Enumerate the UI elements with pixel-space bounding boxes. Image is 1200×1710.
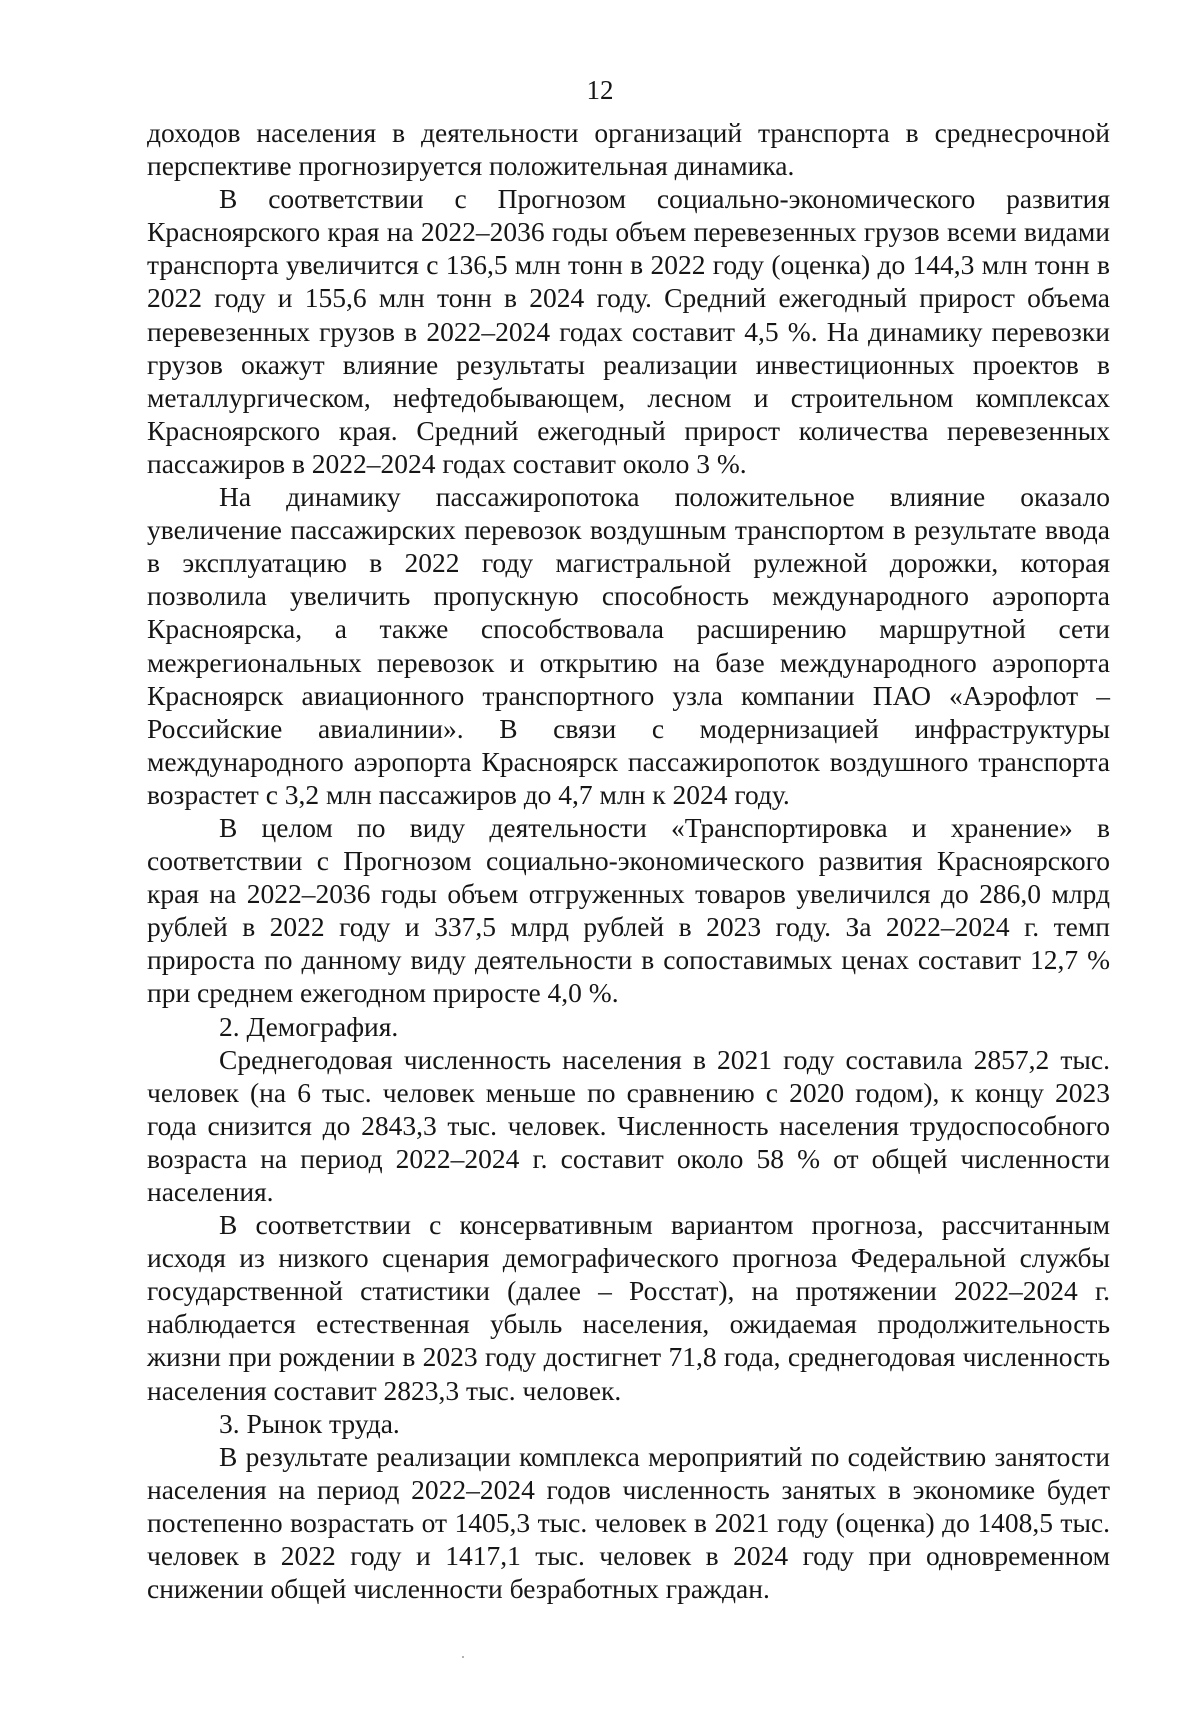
scan-speck [462,1656,464,1658]
paragraph-continuation: доходов населения в деятельности организаций транспорта в среднесрочной перспективе прогнозируется положительная динамика. [147,117,1110,182]
page-number: 12 [586,75,614,105]
document-body [147,116,1110,1605]
section-heading-demography: 2. Демография. [219,1010,399,1042]
paragraph-employment: В результате реализации комплекса мероприятий по содействию занятости населения на период 2022–2024 годов численность занятых в экономике будет постепенно возрастать от 1405,3 тыс. человек в 2021 году (оценка) до 1408,5 тыс. человек в 2022 году и 1417,1 тыс. человек в 2024 году при одновременном снижении общей численности безработных граждан. [147,1440,1110,1605]
paragraph-population: Среднегодовая численность населения в 2021 году составила 2857,2 тыс. человек (на 6 тыс. человек меньше по сравнению с 2020 годом), к концу 2023 года снизится до 2843,3 тыс. человек. Численность населения трудоспособного возраста на период 2022–2024 г. составит около 58 % от общей численности населения. [147,1043,1110,1207]
paragraph-transport-storage: В целом по виду деятельности «Транспортировка и хранение» в соответствии с Прогнозом социально-экономического развития Красноярского края на 2022–2036 годы объем отгруженных товаров увеличился до 286,0 млрд рублей в 2022 году и 337,5 млрд рублей в 2023 году. За 2022–2024 г. темп прироста по данному виду деятельности в сопоставимых ценах составит 12,7 % при среднем ежегодном приросте 4,0 %. [147,811,1110,1009]
paragraph-cargo-forecast: В соответствии с Прогнозом социально-экономического развития Красноярского края на 2022–2036 годы объем перевезенных грузов всеми видами транспорта увеличится с 136,5 млн тонн в 2022 году (оценка) до 144,3 млн тонн в 2022 году и 155,6 млн тонн в 2024 году. Средний ежегодный прирост объема перевезенных грузов в 2022–2024 годах составит 4,5 %. На динамику перевозки грузов окажут влияние результаты реализации инвестиционных проектов в металлургическом, нефтедобывающем, лесном и строительном комплексах Красноярского края. Средний ежегодный прирост количества перевезенных пассажиров в 2022–2024 годах составит около 3 %. [147,183,1110,479]
section-heading-labor-market: 3. Рынок труда. [219,1407,400,1439]
paragraph-conservative-forecast: В соответствии с консервативным вариантом прогноза, рассчитанным исходя из низкого сценария демографического прогноза Федеральной службы государственной статистики (далее – Росстат), на протяжении 2022–2024 г. наблюдается естественная убыль населения, ожидаемая продолжительность жизни при рождении в 2023 году достигнет 71,8 года, среднегодовая численность населения составит 2823,3 тыс. человек. [147,1209,1110,1406]
paragraph-passenger-traffic: На динамику пассажиропотока положительное влияние оказало увеличение пассажирских перевозок воздушным транспортом в результате ввода в эксплуатацию в 2022 году магистральной рулежной дорожки, которая позволила увеличить пропускную способность международного аэропорта Красноярска, а также способствовала расширению маршрутной сети межрегиональных перевозок и открытию на базе международного аэропорта Красноярск авиационного транспортного узла компании ПАО «Аэрофлот – Российские авиалинии». В связи с модернизацией инфраструктуры международного аэропорта Красноярск пассажиропоток воздушного транспорта возрастет с 3,2 млн пассажиров до 4,7 млн к 2024 году. [147,481,1110,810]
